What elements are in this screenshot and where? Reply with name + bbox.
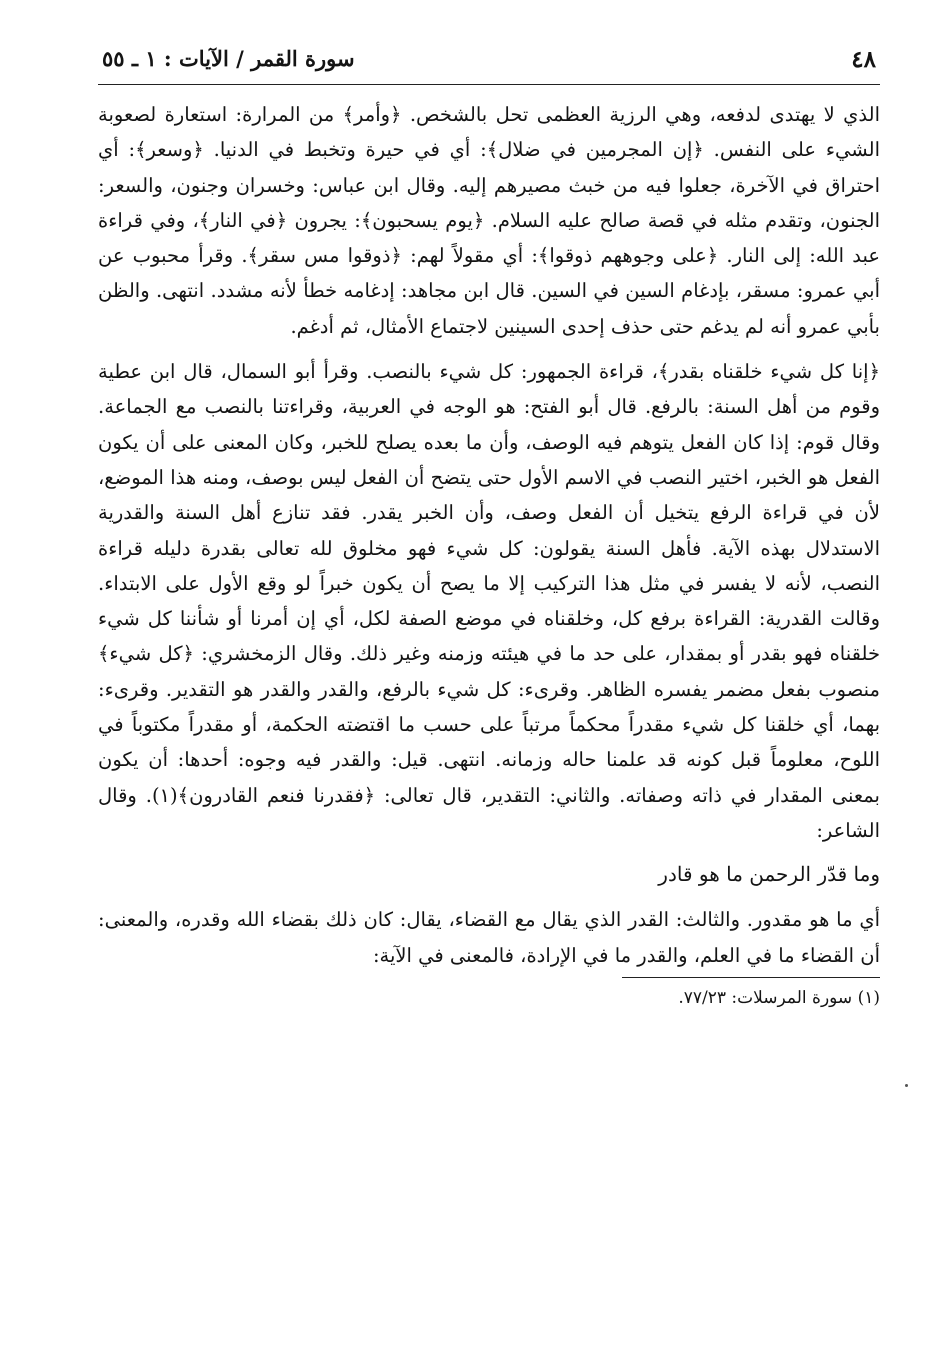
page-number: ٤٨	[851, 46, 876, 73]
poetry-verse: وما قدّر الرحمن ما هو قادر	[658, 862, 880, 887]
paragraph-1: الذي لا يهتدى لدفعه، وهي الرزية العظمى تحل بالشخص. ﴿وأمر﴾ من المرارة: استعارة لصعوبة الشيء على النفس. ﴿إن المجرمين في ضلال﴾: أي في حيرة وتخبط في الدنيا. ﴿وسعر﴾: أي احتراق في الآخرة، جعلوا فيه من خبث مصيرهم إليه. وقال ابن عباس: وخسران وجنون، والسعر: الجنون، وتقدم مثله في قصة صالح عليه السلام. ﴿يوم يسحبون﴾: يجرون ﴿في النار﴾، وفي قراءة عبد الله: إلى النار. ﴿على وجوههم ذوقوا﴾: أي مقولاً لهم: ﴿ذوقوا مس سقر﴾. وقرأ محبوب عن أبي عمرو: مسقر، بإدغام السين في السين. قال ابن مجاهد: إدغامه خطأ لأنه مشدد. انتهى. والظن بأبي عمرو أنه لم يدغم حتى حذف إحدى السينين لاجتماع الأمثال، ثم أدغم.	[98, 103, 880, 338]
footnote-separator	[622, 977, 880, 978]
scan-speck	[905, 1084, 908, 1087]
book-page	[98, 40, 880, 1012]
paragraph-3: أي ما هو مقدور. والثالث: القدر الذي يقال مع القضاء، يقال: كان ذلك بقضاء الله وقدره، والمعنى: أن القضاء ما في العلم، والقدر ما في الإرادة، فالمعنى في الآية:	[98, 908, 880, 967]
footnote: (١) سورة المرسلات: ٧٧/٢٣.	[678, 987, 880, 1008]
main-text	[98, 97, 880, 973]
running-title: سورة القمر / الآيات : ١ ـ ٥٥	[102, 46, 355, 71]
paragraph-2: ﴿إنا كل شيء خلقناه بقدر﴾، قراءة الجمهور: كل شيء بالنصب. وقرأ أبو السمال، قال ابن عطية وقوم من أهل السنة: بالرفع. قال أبو الفتح: هو الوجه في العربية، وقراءتنا بالنصب مع الجماعة. وقال قوم: إذا كان الفعل يتوهم فيه الوصف، وأن ما بعده يصلح للخبر، وكان المعنى على أن يكون الفعل هو الخبر، اختير النصب في الاسم الأول حتى يتضح أن الفعل ليس بوصف، ومنه هذا الموضع، لأن في قراءة الرفع يتخيل أن الفعل وصف، وأن الخبر يقدر. فقد تنازع أهل السنة والقدرية الاستدلال بهذه الآية. فأهل السنة يقولون: كل شيء فهو مخلوق لله تعالى بقدرة دليله قراءة النصب، لأنه لا يفسر في مثل هذا التركيب إلا ما يصح أن يكون خبراً لو وقع الأول على الابتداء. وقالت القدرية: القراءة برفع كل، وخلقناه في موضع الصفة لكل، أي إن أمرنا أو شأننا كل شيء خلقناه فهو بقدر أو بمقدار، على حد ما في هيئته وزمنه وغير ذلك. وقال الزمخشري: ﴿كل شيء﴾ منصوب بفعل مضمر يفسره الظاهر. وقرىء: كل شيء بالرفع، والقدر والقدر هو التقدير. وقرىء: بهما، أي خلقنا كل شيء مقدراً محكماً مرتباً على حسب ما اقتضته الحكمة، أو مقدراً مكتوباً في اللوح، معلوماً قبل كونه قد علمنا حاله وزمانه. انتهى. قيل: والقدر فيه وجوه: أحدها: أن يكون بمعنى المقدار في ذاته وصفاته. والثاني: التقدير، قال تعالى: ﴿فقدرنا فنعم القادرون﴾(١). وقال الشاعر:	[98, 360, 880, 842]
running-header	[98, 40, 880, 85]
